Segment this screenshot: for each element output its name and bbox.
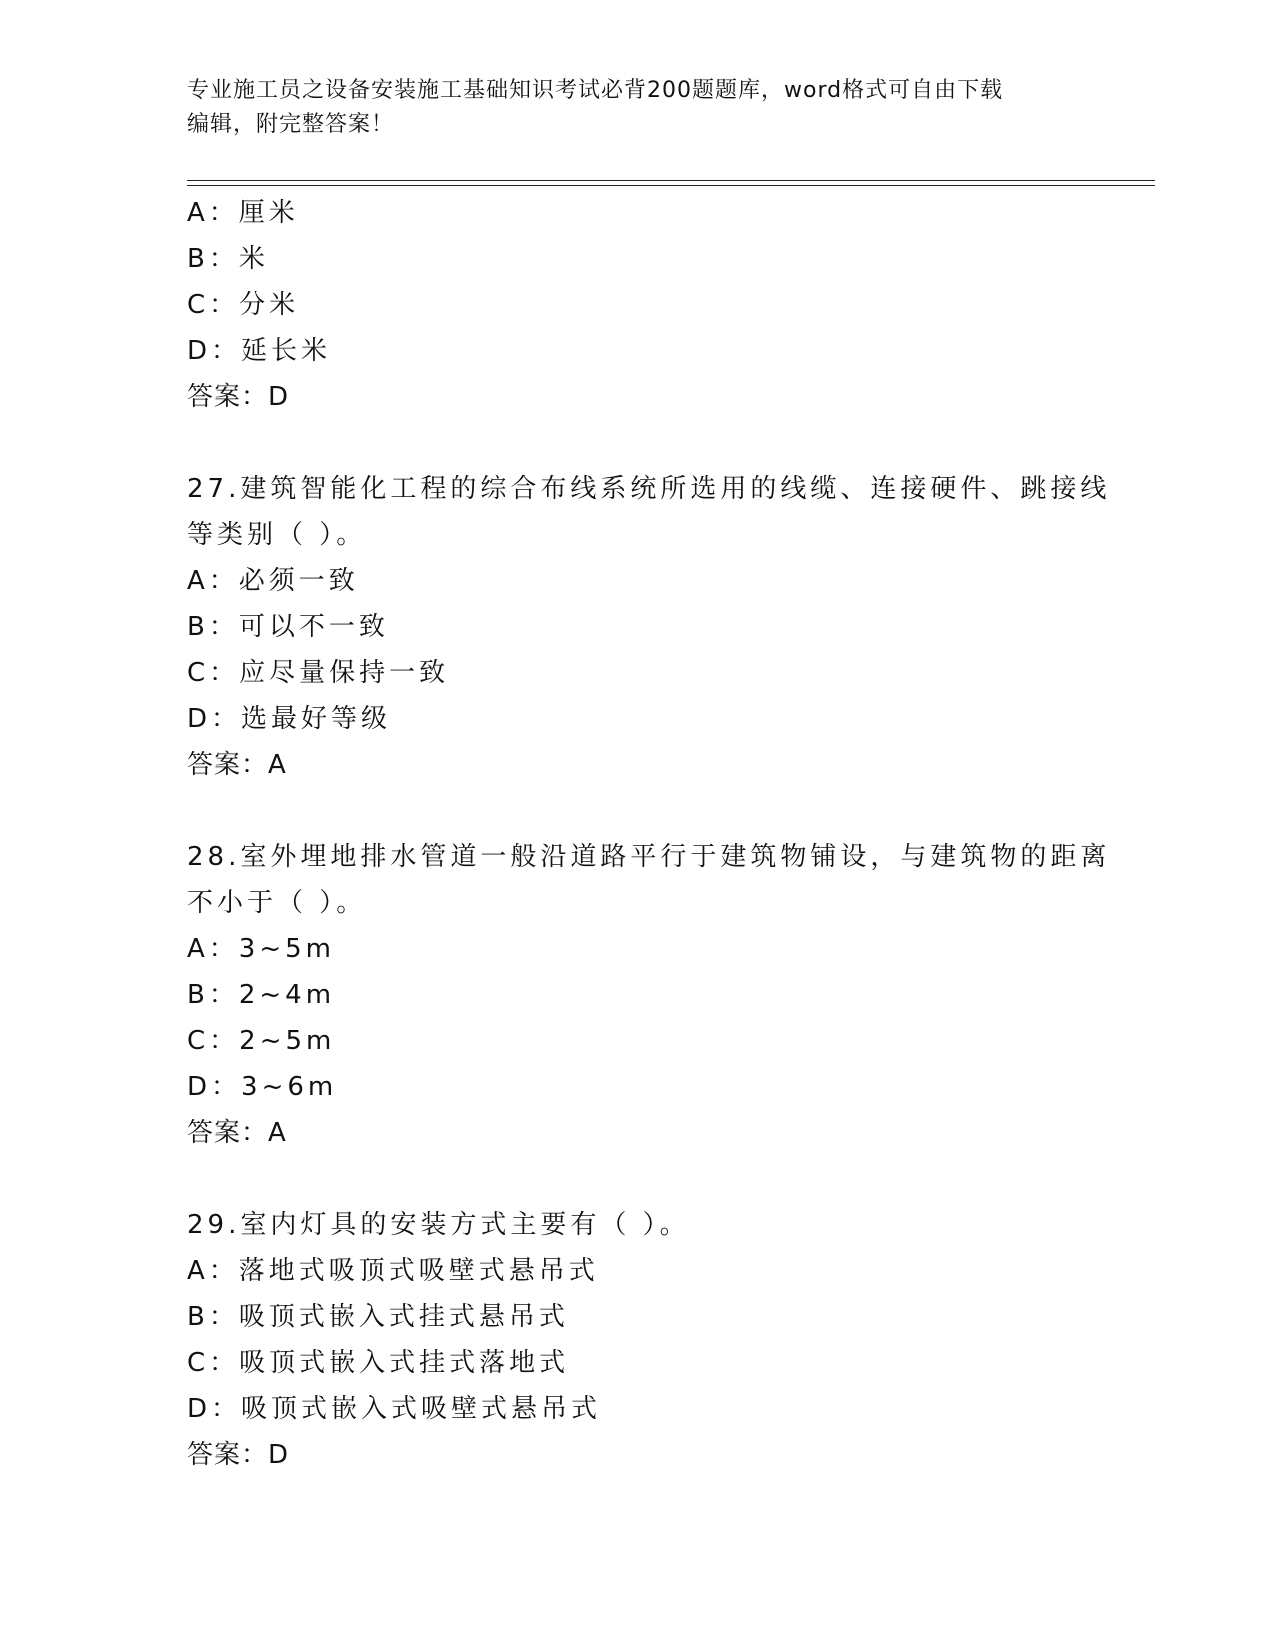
question-stem-line-1: 27.建筑智能化工程的综合布线系统所选用的线缆、连接硬件、跳接线 xyxy=(187,474,1111,504)
question-27-block xyxy=(187,466,1127,788)
option-a: A：落地式吸顶式吸壁式悬吊式 xyxy=(187,1256,599,1286)
question-29-block xyxy=(187,1202,1127,1478)
answer-line: 答案：A xyxy=(187,1118,287,1148)
option-b: B：吸顶式嵌入式挂式悬吊式 xyxy=(187,1302,569,1332)
spacer xyxy=(187,788,1127,834)
option-b: B：米 xyxy=(187,244,269,274)
answer-line: 答案：D xyxy=(187,1440,290,1470)
option-c: C：吸顶式嵌入式挂式落地式 xyxy=(187,1348,570,1378)
header-line-1: 专业施工员之设备安装施工基础知识考试必背200题题库，word格式可自由下载 xyxy=(187,78,1004,103)
option-d: D：吸顶式嵌入式吸壁式悬吊式 xyxy=(187,1394,602,1424)
header-divider-bottom xyxy=(187,185,1155,186)
spacer xyxy=(187,1156,1127,1202)
question-stem-line-1: 29.室内灯具的安装方式主要有（ ）。 xyxy=(187,1210,690,1240)
question-26-block xyxy=(187,190,1127,420)
question-stem-line-2: 不小于（ ）。 xyxy=(187,888,367,918)
option-c: C：应尽量保持一致 xyxy=(187,658,450,688)
option-d: D：3~6m xyxy=(187,1072,338,1102)
question-stem-line-2: 等类别（ ）。 xyxy=(187,520,367,550)
answer-line: 答案：A xyxy=(187,750,287,780)
question-28-block xyxy=(187,834,1127,1156)
option-c: C：分米 xyxy=(187,290,300,320)
document-header xyxy=(187,74,1087,142)
option-b: B：可以不一致 xyxy=(187,612,389,642)
option-a: A：必须一致 xyxy=(187,566,359,596)
header-divider-top xyxy=(187,180,1155,181)
option-d: D：延长米 xyxy=(187,336,332,366)
answer-line: 答案：D xyxy=(187,382,290,412)
spacer xyxy=(187,420,1127,466)
document-body xyxy=(187,190,1127,1478)
option-a: A：厘米 xyxy=(187,198,299,228)
header-line-2: 编辑，附完整答案！ xyxy=(187,112,395,137)
option-b: B：2~4m xyxy=(187,980,336,1010)
option-c: C：2~5m xyxy=(187,1026,336,1056)
option-d: D：选最好等级 xyxy=(187,704,392,734)
option-a: A：3~5m xyxy=(187,934,335,964)
question-stem-line-1: 28.室外埋地排水管道一般沿道路平行于建筑物铺设，与建筑物的距离 xyxy=(187,842,1111,872)
